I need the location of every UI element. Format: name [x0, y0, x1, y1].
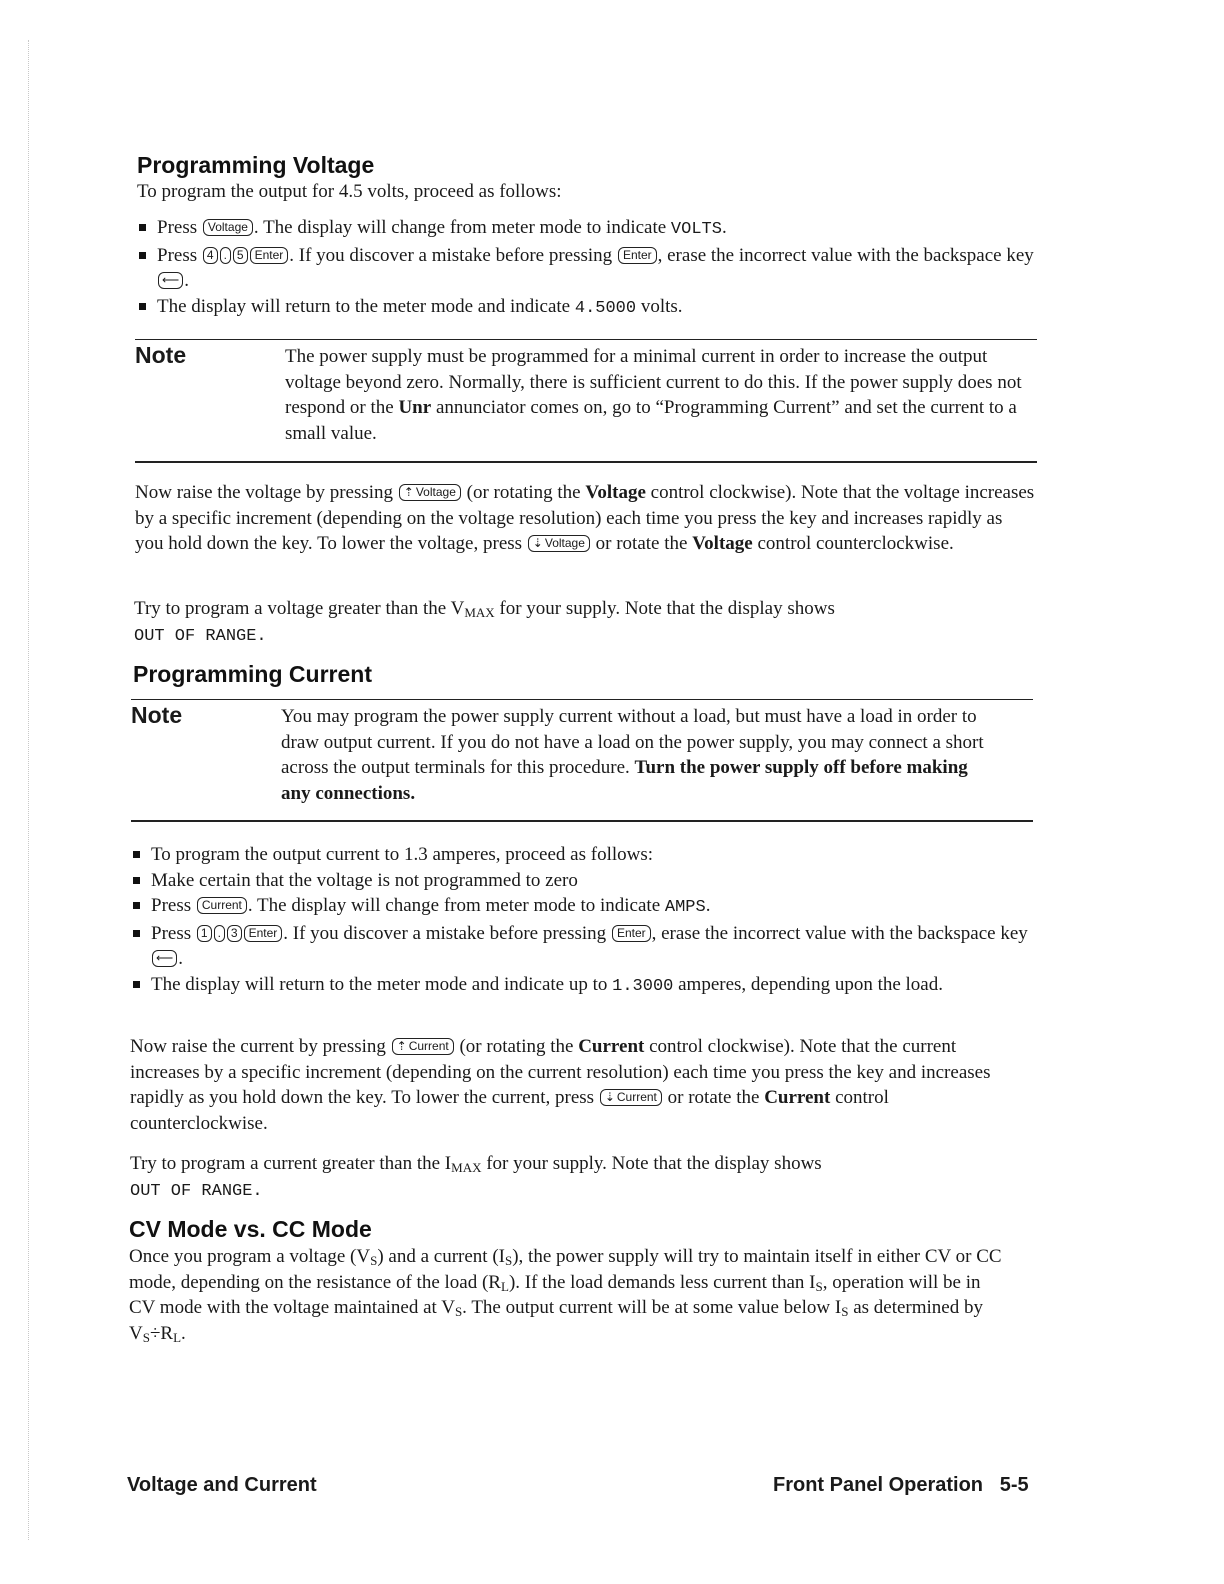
down-arrow-icon: ⇣: [604, 1090, 615, 1104]
voltage-try-paragraph: Try to program a voltage greater than the $V_{MAX}$ for your supply. Note that the display shows OUT OF RANGE.: [134, 598, 835, 646]
heading-cv-cc-mode: CV Mode vs. CC Mode: [129, 1216, 372, 1242]
current-up-key[interactable]: ⇡ Current: [392, 1038, 454, 1055]
list-item: Press 1 . 3 Enter . If you discover a mistake before pressing Enter , erase the incorrect value with the backspace key ⟵ .: [131, 921, 1031, 972]
voltage-down-key[interactable]: ⇣ Voltage: [528, 535, 590, 552]
note-text: You may program the power supply current without a load, but must have a load in order to draw output current. If you do not have a load on the power supply, you may connect a short across the output terminals for this procedure. Turn the power supply off before making any connections.: [281, 706, 984, 804]
key-4[interactable]: 4: [203, 247, 218, 264]
enter-key[interactable]: Enter: [244, 925, 283, 942]
note-text: The power supply must be programmed for a minimal current in order to increase the output voltage beyond zero. Normally, there is sufficient current to do this. If the power supply does not respond or the Unr annunciator comes on, go to “Programming Current” and set the current to a small value.: [285, 346, 1022, 444]
backspace-key-icon[interactable]: ⟵: [152, 950, 177, 967]
note-label: Note: [131, 702, 183, 728]
current-key[interactable]: Current: [197, 897, 247, 914]
enter-key[interactable]: Enter: [612, 925, 651, 942]
list-item: Press Voltage . The display will change from meter mode to indicate VOLTS.: [137, 215, 1037, 243]
cv-cc-paragraph: Once you program a voltage $(V_S)$ and a current $(I_S)$, the power supply will try to maintain itself in either CV or CC mode, depending on the resistance of the load $(R_L)$. If the load demands less current than $I_S$, operation will be in CV mode with the voltage maintained at $V_S$. The output current will be at some value below $I_S$ as determined by $V_S\div R_L$.: [129, 1246, 1002, 1345]
key-3[interactable]: 3: [227, 925, 242, 942]
key-decimal[interactable]: .: [214, 925, 225, 942]
enter-key[interactable]: Enter: [618, 247, 657, 264]
voltage-intro: To program the output for 4.5 volts, proceed as follows:: [137, 181, 562, 202]
key-1[interactable]: 1: [197, 925, 212, 942]
note-box-current: [131, 699, 1033, 822]
backspace-key-icon[interactable]: ⟵: [158, 272, 183, 289]
heading-programming-voltage: Programming Voltage: [137, 152, 375, 178]
voltage-raise-paragraph: Now raise the voltage by pressing ⇡ Voltage (or rotating the Voltage control clockwise). Note that the voltage increases by a specific increment (depending on the voltage resolution) each time you press the key and increases rapidly as you hold down the key. To lower the voltage, press ⇣ Voltage or rotate the Voltage control counterclockwise.: [135, 482, 1035, 554]
current-down-key[interactable]: ⇣ Current: [600, 1089, 662, 1106]
voltage-key[interactable]: Voltage: [203, 219, 253, 236]
list-item: Make certain that the voltage is not programmed to zero: [131, 868, 1031, 894]
heading-programming-current: Programming Current: [133, 661, 372, 687]
list-item: Press 4 . 5 Enter . If you discover a mistake before pressing Enter , erase the incorrect value with the backspace key ⟵ .: [137, 243, 1037, 294]
current-try-paragraph: Try to program a current greater than the $I_{MAX}$ for your supply. Note that the display shows OUT OF RANGE.: [130, 1153, 822, 1201]
footer-chapter-title: Voltage and Current: [127, 1474, 317, 1496]
footer-page-number: Front Panel Operation 5-5: [773, 1474, 1029, 1496]
up-arrow-icon: ⇡: [396, 1039, 407, 1053]
key-5[interactable]: 5: [233, 247, 248, 264]
binding-marks: [28, 40, 39, 1540]
voltage-steps: [137, 215, 1037, 321]
key-decimal[interactable]: .: [220, 247, 231, 264]
list-item: The display will return to the meter mode and indicate up to 1.3000 amperes, depending upon the load.: [131, 972, 1031, 1000]
note-box-voltage: [135, 339, 1037, 463]
list-item: The display will return to the meter mode and indicate 4.5000 volts.: [137, 294, 1037, 322]
enter-key[interactable]: Enter: [250, 247, 289, 264]
list-item: Press Current . The display will change from meter mode to indicate AMPS.: [131, 893, 1031, 921]
voltage-up-key[interactable]: ⇡ Voltage: [399, 484, 461, 501]
down-arrow-icon: ⇣: [532, 536, 543, 550]
list-item: To program the output current to 1.3 amperes, proceed as follows:: [131, 842, 1031, 868]
current-steps: [131, 842, 1031, 999]
current-raise-paragraph: Now raise the current by pressing ⇡ Current (or rotating the Current control clockwise). Note that the current increases by a specific increment (depending on the current resolution) each time you press the key and increases rapidly as you hold down the key. To lower the current, press ⇣ Current or rotate the Current control counterclockwise.: [130, 1036, 991, 1134]
note-label: Note: [135, 342, 187, 368]
up-arrow-icon: ⇡: [403, 485, 414, 499]
